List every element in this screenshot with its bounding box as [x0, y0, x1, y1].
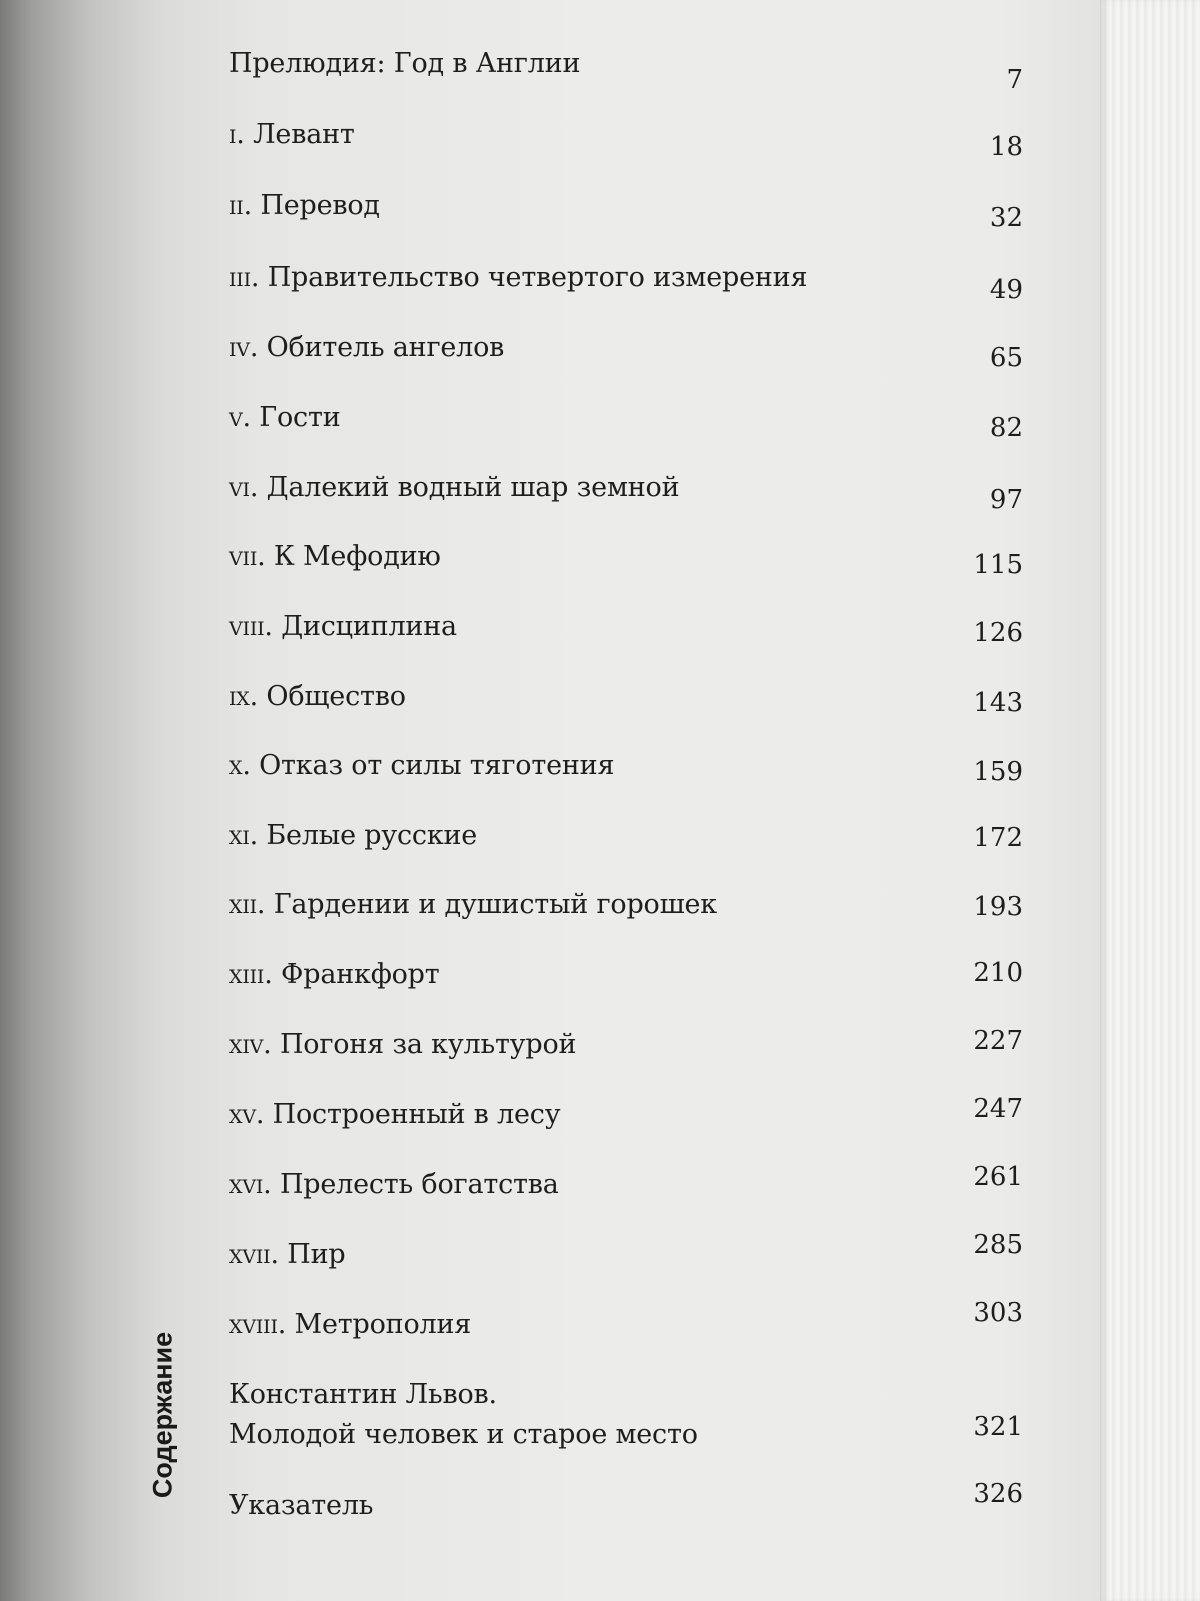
entry-numeral: xvii. [229, 1239, 279, 1270]
entry-page: 49 [989, 275, 1023, 305]
entry-numeral: vi. [229, 472, 259, 503]
entry-numeral: ix. [229, 681, 259, 712]
entry-title: iii. Правительство четвертого измерения [229, 262, 808, 293]
entry-title: v. Гости [229, 402, 341, 433]
entry-numeral: ii. [229, 190, 252, 221]
entry-title: xv. Построенный в лесу [229, 1099, 561, 1130]
entry-page: 321 [973, 1412, 1023, 1442]
entry-title: ii. Перевод [229, 190, 380, 221]
entry-title: xvi. Прелесть богатства [229, 1169, 559, 1200]
entry-numeral: viii. [229, 611, 273, 642]
entry-title: vii. К Мефодию [229, 541, 441, 572]
entry-numeral: x. [229, 750, 251, 781]
entry-title: iv. Обитель ангелов [229, 332, 505, 363]
entry-page: 193 [973, 892, 1023, 922]
entry-title: i. Левант [229, 119, 355, 150]
entry-numeral: i. [229, 119, 245, 150]
entry-page: 65 [989, 343, 1023, 373]
entry-title: vi. Далекий водный шар земной [229, 472, 680, 503]
entry-page: 7 [1006, 65, 1023, 95]
entry-title: xviii. Метрополия [229, 1309, 472, 1340]
entry-title: Указатель [229, 1490, 374, 1521]
entry-page: 247 [973, 1094, 1023, 1124]
side-title: Содержание [147, 1331, 178, 1499]
entry-numeral: xviii. [229, 1309, 287, 1340]
entry-numeral: xvi. [229, 1169, 272, 1200]
entry-page: 18 [989, 132, 1023, 162]
entry-title: xiii. Франкфорт [229, 959, 440, 990]
entry-title: xvii. Пир [229, 1239, 346, 1270]
entry-page: 82 [989, 413, 1023, 443]
entry-numeral: xv. [229, 1099, 265, 1130]
entry-numeral: xi. [229, 820, 259, 851]
entry-title: xii. Гардении и душистый горошек [229, 889, 717, 920]
entry-numeral: iii. [229, 262, 260, 293]
entry-numeral: iv. [229, 332, 259, 363]
entry-page: 159 [973, 757, 1023, 787]
entry-numeral: xiii. [229, 959, 273, 990]
entry-title: xi. Белые русские [229, 820, 478, 851]
entry-page: 326 [973, 1479, 1023, 1509]
entry-page: 285 [973, 1230, 1023, 1260]
entry-title: Прелюдия: Год в Англии [229, 48, 581, 79]
page-edge [1100, 0, 1200, 1601]
entry-page: 261 [973, 1162, 1023, 1192]
entry-page: 227 [973, 1026, 1023, 1056]
entry-page: 115 [973, 550, 1023, 580]
entry-page: 97 [989, 485, 1023, 515]
entry-page: 172 [973, 823, 1023, 853]
entry-title: ix. Общество [229, 681, 406, 712]
entry-title: viii. Дисциплина [229, 611, 457, 642]
entry-page: 143 [973, 688, 1023, 718]
entry-title: x. Отказ от силы тяготения [229, 750, 615, 781]
entry-numeral: xiv. [229, 1029, 272, 1060]
entry-page: 210 [973, 958, 1023, 988]
entry-numeral: v. [229, 402, 251, 433]
entry-title: xiv. Погоня за культурой [229, 1029, 577, 1060]
entry-page: 303 [973, 1298, 1023, 1328]
entry-numeral: vii. [229, 541, 266, 572]
entry-page: 32 [989, 203, 1023, 233]
entry-page: 126 [973, 618, 1023, 648]
entry-numeral: xii. [229, 889, 266, 920]
entry-title-line2: Молодой человек и старое место [229, 1419, 698, 1450]
entry-title: Константин Львов. Молодой человек и старое место [229, 1379, 698, 1450]
